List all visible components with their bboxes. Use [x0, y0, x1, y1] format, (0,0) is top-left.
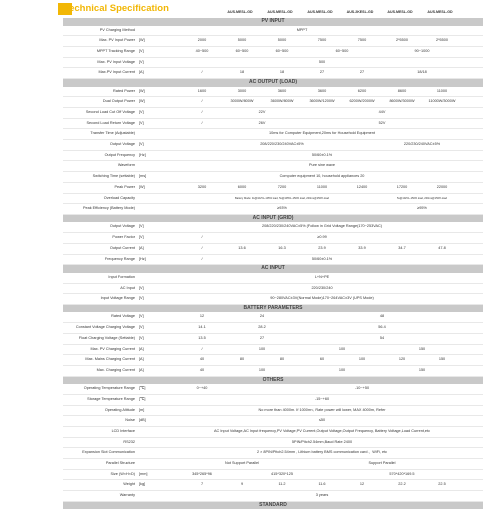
spec-label: LCD Interface [111, 428, 135, 433]
spec-value: 23.9 [318, 245, 326, 250]
spec-value: 44V [378, 110, 386, 114]
spec-row [63, 68, 483, 79]
spec-value: 11000 [436, 88, 448, 93]
spec-value: 3600W/800W [270, 99, 294, 104]
section-header-ac_out: AC OUTPUT (LOAD) [63, 79, 483, 87]
spec-label: Output Frequency [104, 152, 135, 157]
spec-value: 2 × 8PIN/Pitch2.54mm , Lithium battery BMS communication card 、WiFi, etc [256, 450, 388, 455]
section-header-ac_in: AC INPUT (GRID) [63, 215, 483, 223]
spec-row [63, 294, 483, 305]
spec-row [63, 58, 483, 69]
spec-value: 2*5500 [435, 38, 449, 43]
spec-value: -10~+50 [354, 386, 370, 391]
spec-value: 28.2 [258, 325, 266, 330]
spec-row [63, 448, 483, 459]
spec-row [63, 395, 483, 406]
spec-value: Support Parallel [368, 461, 396, 465]
spec-value: 18 [279, 70, 285, 75]
spec-label: MPPT Tracking Range [96, 48, 135, 53]
spec-value: ≤50 [318, 418, 326, 423]
spec-label: Max. Charging Current [96, 367, 135, 372]
spec-value: 3200 [197, 184, 207, 189]
spec-value: / [201, 70, 203, 75]
spec-value: 220/230/240VAC±5% [403, 142, 441, 147]
spec-value: Battery Mode: 3s@102%~105% load, 5s@105%~150% load, 200ms@150% load [235, 196, 329, 200]
spec-label: Expansion Slot Communication [82, 450, 135, 455]
spec-value: ≥95% [417, 206, 427, 211]
spec-value: 1600 [197, 88, 207, 93]
spec-row [63, 459, 483, 470]
spec-row [63, 36, 483, 47]
spec-value: 570*420*169.5 [389, 471, 415, 476]
spec-value: 22.5 [438, 482, 446, 487]
spec-value: 7500 [317, 38, 327, 43]
spec-unit: [℃] [139, 386, 146, 391]
spec-label: Frequency Range [104, 256, 135, 261]
spec-value: 17200 [396, 184, 408, 189]
spec-value: 150 [418, 367, 426, 372]
spec-label: Rated Voltage [111, 314, 135, 319]
spec-value: 18/18 [417, 70, 427, 75]
spec-value: / [201, 99, 203, 104]
spec-value: 2*5500 [395, 38, 409, 43]
spec-value: 50/60±0.1% [311, 256, 333, 261]
model-name: AUS.MESL-GD [387, 10, 413, 14]
spec-value: MPPT [296, 27, 308, 32]
spec-label: Noise [125, 418, 135, 423]
spec-label: Max.PV Input Current [98, 70, 135, 75]
spec-value: 120 [398, 357, 406, 362]
spec-value: / [201, 110, 203, 114]
page-title: Technical Specification [64, 3, 169, 14]
spec-value: 13.6 [238, 245, 246, 250]
spec-label: RS232 [123, 439, 135, 444]
spec-unit: [Hz] [139, 256, 146, 261]
spec-label: Storage Temperature Range [87, 396, 135, 401]
spec-unit: [V] [139, 296, 144, 301]
spec-value: / [201, 256, 203, 261]
spec-value: 3600W/1200W [309, 99, 335, 104]
section-header-battery: BATTERY PARAMETERS [63, 305, 483, 313]
spec-row [63, 284, 483, 295]
spec-label: Input Voltage Range [100, 296, 135, 301]
spec-row [63, 172, 483, 183]
spec-value: 8600W/3000W [389, 99, 415, 104]
spec-value: 208/220/230/240VAC±5% (Follow in Grid Voltage Range(170~253VAC) [261, 224, 383, 229]
spec-value: / [201, 120, 203, 125]
spec-unit: [V] [139, 235, 144, 240]
spec-value: 12 [199, 314, 205, 319]
spec-value: 11.6 [318, 482, 326, 487]
spec-label: Dual Output Power [102, 99, 135, 104]
spec-value: 11000 [316, 184, 328, 189]
spec-row [63, 427, 483, 438]
spec-label: Second Load Cut Off Voltage [85, 110, 135, 114]
spec-unit: [W] [139, 184, 145, 189]
spec-value: 3 years [315, 493, 329, 498]
spec-row [63, 438, 483, 449]
spec-unit: [V] [139, 314, 144, 319]
spec-unit: [W] [139, 38, 145, 43]
spec-unit: [A] [139, 357, 144, 362]
section-header-standard: STANDARD [63, 502, 483, 509]
spec-unit: [Hz] [139, 152, 146, 157]
spec-value: Computer equipment 10, household appliances 20 [279, 174, 365, 179]
spec-value: L+N+PE [314, 274, 330, 279]
model-name: AUS.MESL-GD [227, 10, 253, 14]
spec-unit: [V] [139, 142, 144, 147]
spec-value: 345*265*96 [192, 471, 212, 476]
spec-row [63, 244, 483, 255]
spec-label: Max. PV Input Power [99, 38, 135, 43]
spec-label: Operating Temperature Range [83, 386, 135, 391]
spec-row [63, 255, 483, 266]
spec-label: Transfer Time (Adjustable) [90, 131, 135, 136]
spec-unit: [V] [139, 224, 144, 229]
model-name: AUS.2KESL-GD [346, 10, 374, 14]
spec-table [63, 18, 483, 509]
spec-value: 22000 [436, 184, 448, 189]
spec-value: 9 [240, 482, 244, 487]
spec-row [63, 480, 483, 491]
spec-value: 80 [279, 357, 285, 362]
spec-value: 3000 [237, 88, 247, 93]
spec-label: Input Formation [108, 274, 135, 279]
spec-value: No more than 4000m. If 1000m<, Rate power will lower, MAX 4000m, Refer [258, 407, 386, 412]
spec-value: 6200 [357, 88, 367, 93]
spec-value: 11000W/3000W [428, 99, 456, 104]
spec-value: ≥0.99 [317, 235, 327, 240]
spec-value: 3600 [317, 88, 327, 93]
spec-row [63, 491, 483, 502]
spec-value: 150 [418, 346, 426, 351]
spec-value: 18 [239, 70, 245, 75]
spec-value: / [201, 346, 203, 351]
spec-value: 12400 [356, 184, 368, 189]
spec-row [63, 183, 483, 194]
spec-value: 415*320*125 [271, 471, 293, 476]
spec-row [63, 97, 483, 108]
spec-row [63, 87, 483, 98]
model-header-row [0, 9, 500, 17]
spec-row [63, 108, 483, 119]
spec-label: Parallel Structure [105, 461, 135, 465]
spec-label: PV Charging Method [99, 27, 135, 32]
spec-label: Output Voltage [109, 142, 135, 147]
spec-value: / [201, 245, 203, 250]
spec-value: 60~500 [335, 48, 349, 53]
spec-label: Float Charging Voltage (Settable) [78, 335, 135, 340]
spec-row [63, 161, 483, 172]
spec-label: Operating Altitude [104, 407, 135, 412]
spec-unit: [W] [139, 99, 145, 104]
spec-value: 5PIN/Pitch2.54mm,Baud Rate 2400 [291, 439, 353, 444]
spec-value: 54 [379, 335, 385, 340]
spec-row [63, 470, 483, 481]
spec-value: 13.5 [198, 335, 206, 340]
spec-row [63, 222, 483, 233]
spec-value: 14.1 [198, 325, 206, 330]
spec-value: 34.7 [398, 245, 406, 250]
spec-label: Peak Efficiency (Battery Mode) [82, 206, 135, 211]
spec-label: Output Voltage [109, 224, 135, 229]
spec-row [63, 26, 483, 37]
spec-label: Output Current [109, 245, 135, 250]
spec-unit: [W] [139, 88, 145, 93]
spec-value: 50/60±0.1% [311, 152, 333, 157]
spec-unit: [V] [139, 110, 144, 114]
spec-value: 11.2 [278, 482, 286, 487]
spec-value: 40~500 [195, 48, 209, 53]
spec-value: -15~+60 [314, 396, 330, 401]
spec-value: 6000 [237, 184, 247, 189]
spec-value: Pure sine wave [309, 163, 335, 168]
spec-value: 22.2 [398, 482, 406, 487]
spec-value: 80 [239, 357, 245, 362]
spec-value: 5000 [277, 38, 287, 43]
spec-row [63, 47, 483, 58]
spec-unit: [A] [139, 346, 144, 351]
spec-unit: [kg] [139, 482, 146, 487]
spec-unit: [V] [139, 59, 144, 64]
spec-row [63, 345, 483, 356]
model-name: AUS.MESL-GD [267, 10, 293, 14]
spec-label: Overload Capacity [103, 195, 135, 200]
spec-unit: [ms] [139, 174, 147, 179]
spec-value: / [201, 235, 203, 240]
model-name: AUS.MESL-GD [307, 10, 333, 14]
spec-value: 12 [359, 482, 365, 487]
spec-value: 100 [258, 367, 266, 372]
spec-unit: [m] [139, 407, 145, 412]
spec-value: 90~1000 [414, 48, 430, 53]
spec-value: 27 [319, 70, 325, 75]
spec-label: Peak Power [114, 184, 135, 189]
spec-value: 5s@102%~150% load, 200ms@150% load [397, 196, 447, 200]
spec-row [63, 194, 483, 205]
spec-unit: [V] [139, 285, 144, 290]
spec-value: 60~500 [275, 48, 289, 53]
spec-label: Switching Time (settable) [92, 174, 135, 179]
spec-value: 56.4 [378, 325, 386, 330]
spec-value: 6200W/2000W [349, 99, 375, 104]
spec-value: AC Input Voltage,AC Input frequency,PV Voltage,PV Current,Output Voltage,Output Frequency, Battery Voltage,Load Current,etc [214, 428, 430, 433]
spec-value: 33.9 [358, 245, 366, 250]
spec-label: Rated Power [113, 88, 135, 93]
spec-label: Weight [123, 482, 135, 487]
model-name: AUS.MESL-GD [427, 10, 453, 14]
spec-value: 27 [359, 70, 365, 75]
spec-label: Max. PV Input Voltage [97, 59, 135, 64]
spec-value: ≥93% [277, 206, 287, 211]
spec-row [63, 151, 483, 162]
spec-value: 40 [199, 367, 205, 372]
spec-unit: [V] [139, 48, 144, 53]
spec-value: 100 [338, 346, 346, 351]
section-header-pv: PV INPUT [63, 18, 483, 26]
spec-unit: [A] [139, 245, 144, 250]
spec-label: Max. Mains Charging Current [85, 357, 135, 362]
spec-unit: [A] [139, 70, 144, 75]
spec-value: 2000 [197, 38, 207, 43]
spec-row [63, 273, 483, 284]
spec-unit: [mm] [139, 471, 148, 476]
spec-row [63, 140, 483, 151]
spec-value: 40 [199, 357, 205, 362]
spec-row [63, 355, 483, 366]
spec-row [63, 406, 483, 417]
spec-value: 500 [318, 59, 326, 64]
spec-value: 16.3 [278, 245, 286, 250]
spec-value: 0~+40 [196, 386, 208, 391]
spec-label: Warranty [119, 493, 135, 498]
spec-row [63, 129, 483, 140]
spec-row [63, 384, 483, 395]
spec-row [63, 416, 483, 427]
spec-value: 7500 [357, 38, 367, 43]
spec-label: Size (W×H×D) [110, 471, 135, 476]
spec-label: Power Factor [112, 235, 135, 240]
spec-value: 22V [258, 110, 266, 114]
spec-value: 208/220/230/240VAC±5% [260, 142, 304, 147]
spec-label: Waveform [117, 163, 135, 168]
spec-unit: [A] [139, 367, 144, 372]
spec-unit: [dB] [139, 418, 146, 423]
spec-value: 100 [358, 357, 366, 362]
spec-value: 5000 [237, 38, 247, 43]
spec-label: AC Input [120, 285, 135, 290]
spec-value: 220/230/240 [311, 285, 333, 290]
spec-value: 48 [379, 314, 385, 319]
spec-value: 24 [259, 314, 265, 319]
spec-unit: [V] [139, 335, 144, 340]
spec-unit: [℃] [139, 396, 146, 401]
spec-value: Not Support Parallel [225, 461, 259, 465]
spec-value: 52V [378, 120, 386, 125]
spec-row [63, 334, 483, 345]
spec-value: 3600 [277, 88, 287, 93]
spec-value: 100 [258, 346, 266, 351]
spec-value: 27 [259, 335, 265, 340]
spec-label: Max. PV Charging Current [90, 346, 135, 351]
spec-row [63, 366, 483, 377]
section-header-input: AC INPUT [63, 265, 483, 273]
spec-row [63, 323, 483, 334]
spec-value: 60~500 [235, 48, 249, 53]
spec-value: 7 [200, 482, 204, 487]
spec-value: 26V [258, 120, 266, 125]
spec-row [63, 119, 483, 130]
spec-value: 100 [338, 367, 346, 372]
spec-value: 150 [438, 357, 446, 362]
spec-unit: [V] [139, 325, 144, 330]
spec-label: Constant Voltage Charging Voltage [75, 325, 135, 330]
spec-value: 90~280VAC±3V(Normal Mode)170~264VAC±3V (UPS Mode) [270, 296, 374, 301]
spec-value: 60 [319, 357, 325, 362]
spec-label: Second Load Return Voltage [86, 120, 135, 125]
spec-value: 8600 [397, 88, 407, 93]
spec-value: 3000W/800W [230, 99, 254, 104]
spec-value: 10ms for Computer Equipment,20ms for Household Equipment [269, 131, 375, 136]
spec-row [63, 312, 483, 323]
spec-value: 47.8 [438, 245, 446, 250]
spec-row [63, 204, 483, 215]
spec-row [63, 233, 483, 244]
section-header-others: OTHERS [63, 377, 483, 385]
spec-value: 7200 [277, 184, 287, 189]
spec-unit: [V] [139, 120, 144, 125]
